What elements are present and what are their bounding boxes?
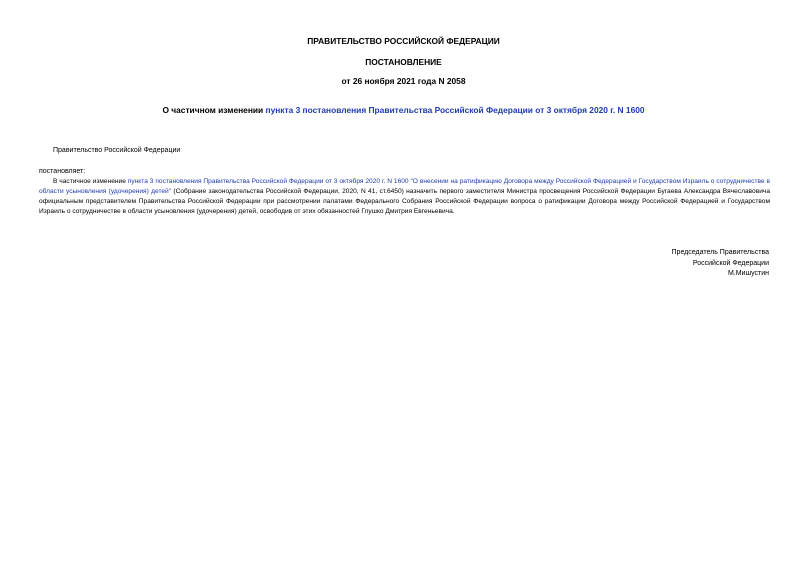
subject-prefix: О частичном изменении (162, 105, 266, 115)
signature-block (672, 248, 769, 280)
government-title: ПРАВИТЕЛЬСТВО РОССИЙСКОЙ ФЕДЕРАЦИИ (307, 36, 500, 46)
decree-body-paragraph (39, 177, 770, 217)
decree-subject (0, 105, 807, 115)
signature-organization: Российской Федерации (692, 259, 769, 267)
paragraph-link[interactable]: пункта 3 постановления Правительства Российской Федерации от 3 октября 2020 г. N 1600 "О внесении на ратификацию Договора между Российской Федерацией и Государством Израиль о сотрудничестве в области усыновления (удочерения) детей" (39, 178, 770, 195)
decree-date-number: от 26 ноября 2021 года N 2058 (341, 76, 466, 86)
signature-name: М.Мишустин (727, 270, 769, 277)
issuer-name: Правительство Российской Федерации (53, 147, 181, 154)
paragraph-rest: (Собрание законодательства Российской Федерации, 2020, N 41, ст.6450) назначить первого заместителя Министра просвещения Российской Федерации Бугаева Александра Вячеславовича официальным представителем Правительства Российской Федерации при рассмотрении палатами Федерального Собрания Российской Федерации вопроса о ратификации Договора между Российской Федерацией и Государством Израиль о сотрудничестве в области усыновления (удочерения) детей, освободив от этих обязанностей Глушко Дмитрия Евгеньевича. (39, 188, 770, 215)
signature-position: Председатель Правительства (671, 249, 769, 256)
subject-link[interactable]: пункта 3 постановления Правительства Российской Федерации от 3 октября 2020 г. N 1600 (265, 105, 645, 115)
resolves-word: постановляет: (39, 168, 86, 175)
paragraph-start: В частичное изменение (53, 178, 128, 185)
decree-kind: ПОСТАНОВЛЕНИЕ (365, 57, 442, 67)
